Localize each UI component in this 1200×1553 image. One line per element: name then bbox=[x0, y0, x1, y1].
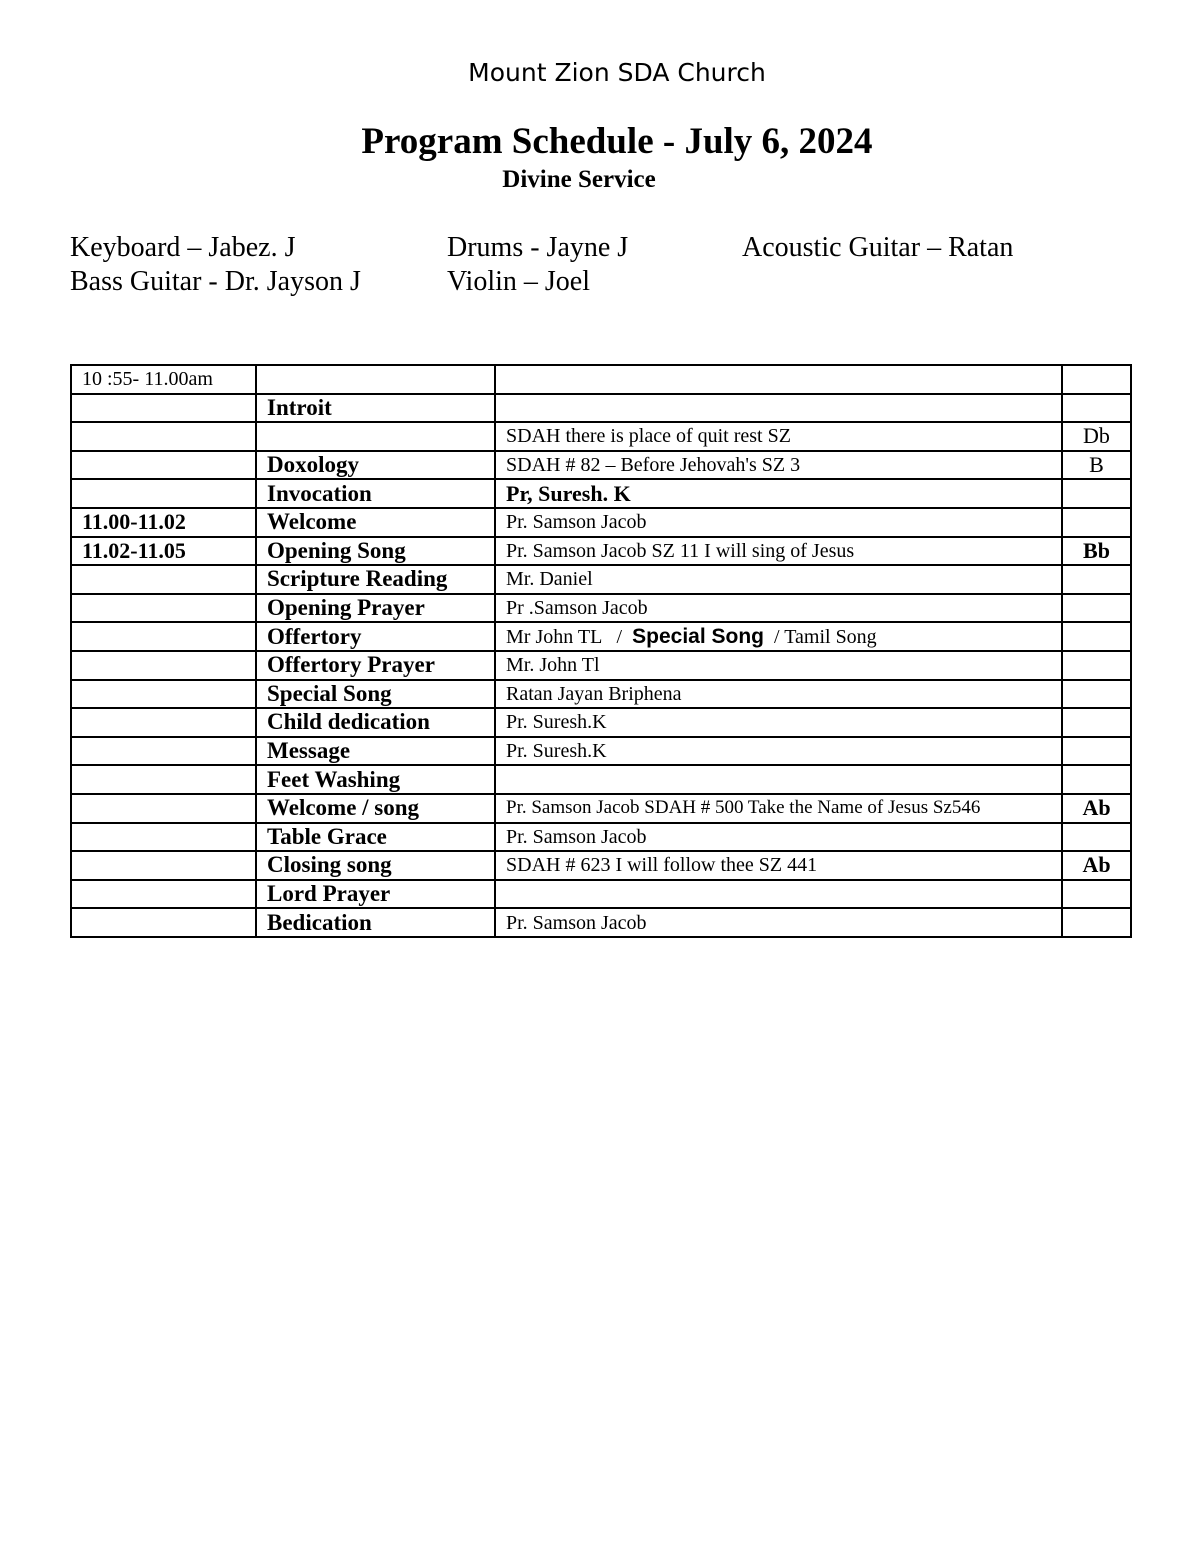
time-cell bbox=[71, 565, 256, 594]
item-cell: Closing song bbox=[256, 851, 495, 880]
item-cell: Bedication bbox=[256, 908, 495, 937]
time-cell bbox=[71, 851, 256, 880]
item-cell: Invocation bbox=[256, 479, 495, 508]
table-row bbox=[71, 594, 1131, 623]
table-row bbox=[71, 823, 1131, 852]
participant-cell: Ratan Jayan Briphena bbox=[495, 680, 1062, 709]
time-cell bbox=[71, 794, 256, 823]
participant-cell: Pr. Suresh.K bbox=[495, 708, 1062, 737]
musician-violin: Violin – Joel bbox=[447, 266, 590, 297]
time-cell bbox=[71, 451, 256, 480]
time-cell bbox=[71, 823, 256, 852]
key-cell: Bb bbox=[1062, 537, 1131, 566]
item-cell: Table Grace bbox=[256, 823, 495, 852]
participant-cell bbox=[495, 365, 1062, 394]
table-row bbox=[71, 451, 1131, 480]
table-row bbox=[71, 422, 1131, 451]
time-cell bbox=[71, 651, 256, 680]
participant-cell: Pr .Samson Jacob bbox=[495, 594, 1062, 623]
table-row bbox=[71, 765, 1131, 794]
key-cell bbox=[1062, 394, 1131, 423]
table-row bbox=[71, 537, 1131, 566]
page-title: Program Schedule - July 6, 2024 bbox=[361, 121, 873, 162]
table-row bbox=[71, 622, 1131, 651]
table-row bbox=[71, 737, 1131, 766]
table-row bbox=[71, 708, 1131, 737]
item-cell: Offertory bbox=[256, 622, 495, 651]
time-cell bbox=[71, 594, 256, 623]
table-row bbox=[71, 479, 1131, 508]
participant-cell: Pr. Samson Jacob SDAH # 500 Take the Name of Jesus Sz546 bbox=[495, 794, 1062, 823]
table-row bbox=[71, 651, 1131, 680]
participant-cell: Pr. Samson Jacob bbox=[495, 908, 1062, 937]
item-cell: Welcome bbox=[256, 508, 495, 537]
time-cell bbox=[71, 680, 256, 709]
time-cell bbox=[71, 737, 256, 766]
table-row bbox=[71, 908, 1131, 937]
key-cell bbox=[1062, 680, 1131, 709]
schedule-table bbox=[70, 364, 1132, 938]
participant-cell: Pr. Samson Jacob bbox=[495, 508, 1062, 537]
table-row bbox=[71, 365, 1131, 394]
key-cell bbox=[1062, 908, 1131, 937]
participant-cell: Pr. Samson Jacob bbox=[495, 823, 1062, 852]
musician-keyboard: Keyboard – Jabez. J bbox=[70, 232, 296, 263]
key-cell bbox=[1062, 880, 1131, 909]
item-cell: Offertory Prayer bbox=[256, 651, 495, 680]
item-cell: Feet Washing bbox=[256, 765, 495, 794]
church-name: Mount Zion SDA Church bbox=[468, 58, 766, 87]
participant-prefix: Mr John TL / bbox=[506, 625, 633, 648]
participant-cell: Pr, Suresh. K bbox=[495, 479, 1062, 508]
participant-cell: Mr. Daniel bbox=[495, 565, 1062, 594]
item-cell: Opening Song bbox=[256, 537, 495, 566]
time-cell bbox=[71, 908, 256, 937]
item-cell: Scripture Reading bbox=[256, 565, 495, 594]
key-cell: B bbox=[1062, 451, 1131, 480]
key-cell bbox=[1062, 565, 1131, 594]
item-cell: Doxology bbox=[256, 451, 495, 480]
table-row bbox=[71, 794, 1131, 823]
table-row bbox=[71, 851, 1131, 880]
page-subtitle: Divine Service bbox=[502, 166, 656, 193]
time-cell bbox=[71, 479, 256, 508]
time-cell bbox=[71, 622, 256, 651]
time-cell bbox=[71, 422, 256, 451]
table-row bbox=[71, 565, 1131, 594]
participant-cell: SDAH # 623 I will follow thee SZ 441 bbox=[495, 851, 1062, 880]
item-cell: Child dedication bbox=[256, 708, 495, 737]
musician-acoustic-guitar: Acoustic Guitar – Ratan bbox=[742, 232, 1014, 263]
key-cell bbox=[1062, 479, 1131, 508]
participant-cell: SDAH there is place of quit rest SZ bbox=[495, 422, 1062, 451]
key-cell bbox=[1062, 365, 1131, 394]
table-row bbox=[71, 880, 1131, 909]
key-cell bbox=[1062, 737, 1131, 766]
table-row bbox=[71, 680, 1131, 709]
participant-cell: Mr. John Tl bbox=[495, 651, 1062, 680]
time-cell bbox=[71, 765, 256, 794]
key-cell bbox=[1062, 765, 1131, 794]
key-cell: Ab bbox=[1062, 794, 1131, 823]
table-row bbox=[71, 508, 1131, 537]
key-cell bbox=[1062, 594, 1131, 623]
key-cell bbox=[1062, 622, 1131, 651]
item-cell bbox=[256, 365, 495, 394]
participant-cell: Pr. Suresh.K bbox=[495, 737, 1062, 766]
participant-cell bbox=[495, 622, 1062, 651]
musician-bass-guitar: Bass Guitar - Dr. Jayson J bbox=[70, 266, 361, 297]
time-cell: 11.00-11.02 bbox=[71, 508, 256, 537]
participant-cell bbox=[495, 765, 1062, 794]
participant-cell: SDAH # 82 – Before Jehovah's SZ 3 bbox=[495, 451, 1062, 480]
item-cell: Lord Prayer bbox=[256, 880, 495, 909]
item-cell: Introit bbox=[256, 394, 495, 423]
key-cell bbox=[1062, 651, 1131, 680]
musician-drums: Drums - Jayne J bbox=[447, 232, 629, 263]
participant-cell bbox=[495, 394, 1062, 423]
key-cell: Db bbox=[1062, 422, 1131, 451]
item-cell bbox=[256, 422, 495, 451]
participant-suffix: / Tamil Song bbox=[764, 625, 877, 648]
item-cell: Message bbox=[256, 737, 495, 766]
time-cell bbox=[71, 394, 256, 423]
special-song-label: Special Song bbox=[632, 624, 764, 648]
key-cell: Ab bbox=[1062, 851, 1131, 880]
item-cell: Special Song bbox=[256, 680, 495, 709]
item-cell: Welcome / song bbox=[256, 794, 495, 823]
participant-cell bbox=[495, 880, 1062, 909]
key-cell bbox=[1062, 508, 1131, 537]
key-cell bbox=[1062, 823, 1131, 852]
participant-cell: Pr. Samson Jacob SZ 11 I will sing of Jesus bbox=[495, 537, 1062, 566]
key-cell bbox=[1062, 708, 1131, 737]
time-cell bbox=[71, 708, 256, 737]
time-cell: 10 :55- 11.00am bbox=[71, 365, 256, 394]
item-cell: Opening Prayer bbox=[256, 594, 495, 623]
table-row bbox=[71, 394, 1131, 423]
time-cell: 11.02-11.05 bbox=[71, 537, 256, 566]
time-cell bbox=[71, 880, 256, 909]
